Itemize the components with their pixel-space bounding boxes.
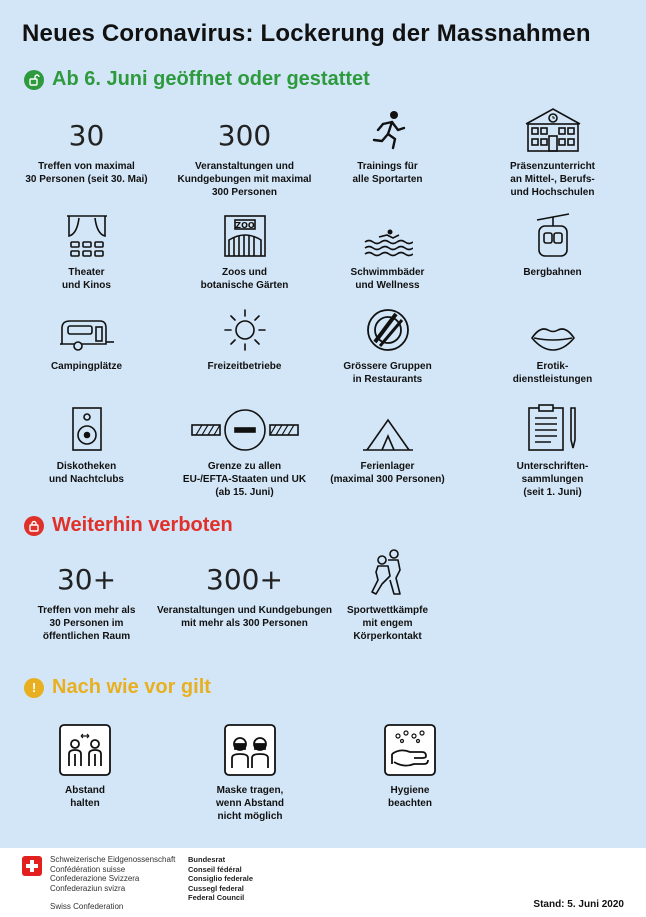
item-discos (0, 404, 173, 499)
item-label: Treffen von mehr als 30 Personen im öffentlichen Raum (37, 605, 136, 642)
swiss-confederation: Swiss Confederation (50, 902, 124, 911)
distance-icon (59, 720, 111, 776)
number-30: 30 (68, 119, 105, 152)
number-300: 300 (217, 119, 272, 152)
item-restaurants (316, 304, 459, 386)
item-label: Zoos und botanische Gärten (200, 267, 289, 291)
item-label: Maske tragen, wenn Abstand nicht möglich (216, 785, 284, 822)
sun-icon (223, 304, 267, 352)
section-forbidden-title: Weiterhin verboten (52, 514, 233, 536)
theater-icon (65, 210, 109, 258)
item-mask (180, 720, 320, 823)
item-label: Campingplätze (50, 361, 123, 372)
item-camping (0, 304, 173, 386)
lips-icon (530, 304, 576, 352)
item-label: Theater und Kinos (62, 267, 111, 291)
section-still-title: Nach wie vor gilt (52, 676, 211, 698)
item-label: Diskotheken und Nachtclubs (48, 461, 124, 485)
item-meetings-30-plus (0, 548, 173, 643)
item-label: Bergbahnen (523, 267, 582, 278)
item-border (173, 404, 316, 499)
open-row-1 (0, 104, 646, 199)
footer (0, 848, 646, 917)
swimming-icon (363, 210, 413, 258)
open-row-3 (0, 304, 646, 386)
item-trainings (316, 104, 459, 199)
item-meetings-30 (0, 104, 173, 199)
item-theater (0, 210, 173, 292)
handwash-icon (384, 720, 436, 776)
item-camps (316, 404, 459, 499)
item-label: Abstand halten (65, 785, 105, 809)
item-label: Grenze zu allen EU-/EFTA-Staaten und UK (ab 15. Juni) (182, 461, 307, 498)
item-label: Trainings für alle Sportarten (352, 161, 423, 185)
swiss-flag-icon (22, 856, 42, 876)
mask-icon (224, 720, 276, 776)
item-label: Veranstaltungen und Kundgebungen mit mehr als 300 Personen (157, 605, 332, 629)
item-zoos (173, 210, 316, 292)
item-contact-sports (316, 548, 459, 643)
section-forbidden-heading (24, 514, 233, 537)
section-still-heading (24, 676, 211, 699)
item-events-300 (173, 104, 316, 199)
item-label: Unterschriften- sammlungen (seit 1. Juni) (516, 461, 589, 498)
open-row-2 (0, 210, 646, 292)
item-cable-cars (459, 210, 646, 292)
confederation-names: Schweizerische Eidgenossenschaft Confédération suisse Confederazione Svizzera Confederaziun svizra (50, 855, 176, 893)
item-hygiene (340, 720, 480, 810)
plate-icon (366, 304, 410, 352)
item-label: Veranstaltungen und Kundgebungen mit maximal 300 Personen (177, 161, 312, 198)
item-swimming (316, 210, 459, 292)
item-label: Freizeitbetriebe (207, 361, 282, 372)
item-label: Grössere Gruppen in Restaurants (343, 361, 432, 385)
open-row-4 (0, 404, 646, 499)
item-label: Präsenzunterricht an Mittel-, Berufs- und Hochschulen (509, 161, 596, 198)
zoo-icon (223, 210, 267, 258)
number-300-plus: 300+ (206, 563, 283, 596)
zoo-sign-text: ZOO (234, 221, 255, 230)
section-open-title: Ab 6. Juni geöffnet oder gestattet (52, 68, 370, 90)
wrestling-icon (368, 548, 408, 596)
border-icon (190, 404, 300, 452)
item-label: Sportwettkämpfe mit engem Körperkontakt (346, 605, 429, 642)
section-open-heading (24, 68, 370, 91)
caravan-icon (58, 304, 116, 352)
item-schools (459, 104, 646, 199)
tent-icon (361, 404, 415, 452)
clipboard-icon (527, 404, 579, 452)
lock-icon (24, 516, 44, 536)
speaker-icon (71, 404, 103, 452)
item-leisure (173, 304, 316, 386)
item-erotic (459, 304, 646, 386)
cable-car-icon (533, 210, 573, 258)
item-label: Hygiene beachten (388, 785, 432, 809)
item-events-300-plus (157, 548, 332, 643)
number-30-plus: 30+ (56, 563, 117, 596)
item-label: Ferienlager (maximal 300 Personen) (330, 461, 445, 485)
stand-date: Stand: 5. Juni 2020 (533, 899, 624, 910)
school-icon (522, 104, 584, 152)
federal-council: Bundesrat Conseil fédéral Consiglio federale Cussegl federal Federal Council (188, 855, 254, 902)
forbidden-row (0, 548, 646, 643)
item-label: Schwimmbäder und Wellness (350, 267, 425, 291)
item-label: Treffen von maximal 30 Personen (seit 30. Mai) (25, 161, 148, 185)
item-label: Erotik- dienstleistungen (512, 361, 593, 385)
exclamation-icon: ! (24, 678, 44, 698)
main-title: Neues Coronavirus: Lockerung der Massnahmen (22, 20, 591, 47)
runner-icon (366, 104, 410, 152)
unlock-icon (24, 70, 44, 90)
item-signatures (459, 404, 646, 499)
item-distance (15, 720, 155, 810)
